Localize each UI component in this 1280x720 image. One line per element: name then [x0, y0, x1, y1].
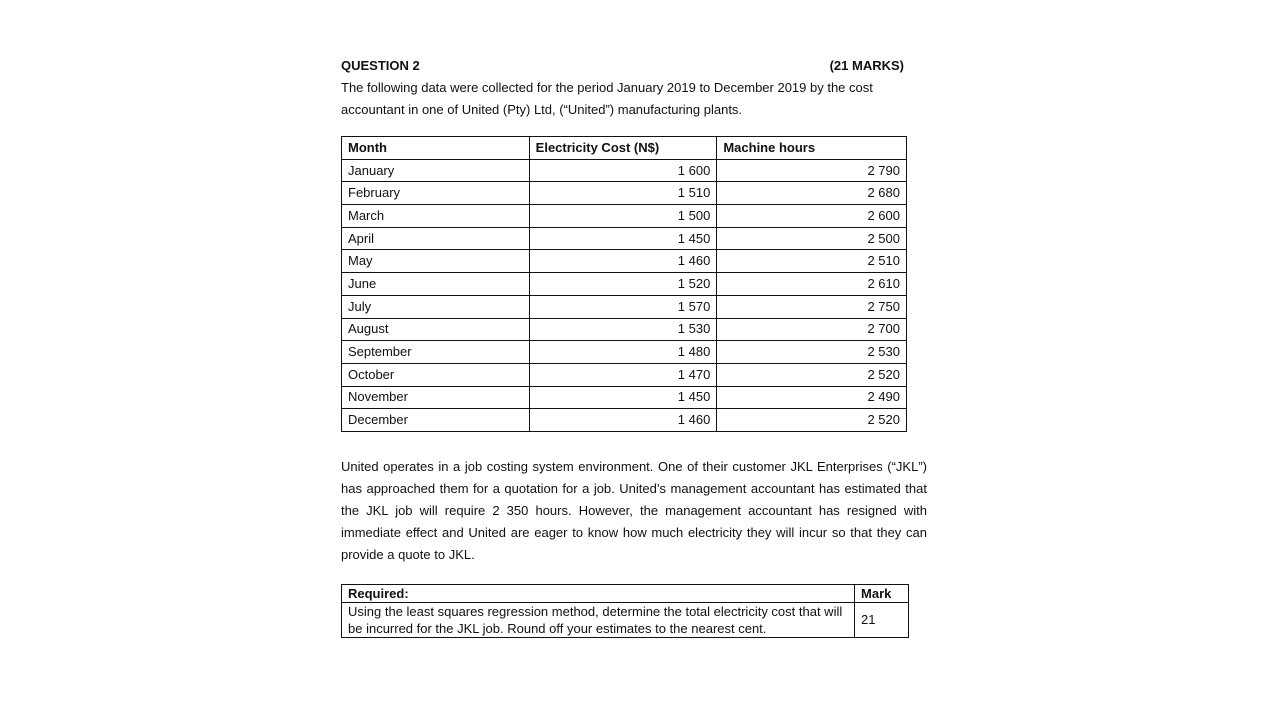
cost-cell: 1 460 [529, 409, 717, 432]
cost-cell: 1 520 [529, 273, 717, 296]
question-header [341, 56, 904, 76]
hours-cell: 2 700 [717, 318, 907, 341]
hours-cell: 2 610 [717, 273, 907, 296]
header-electricity-cost: Electricity Cost (N$) [529, 137, 717, 160]
required-header-row [342, 584, 909, 602]
required-body-row [342, 602, 909, 637]
cost-cell: 1 460 [529, 250, 717, 273]
header-month: Month [342, 137, 530, 160]
table-row [342, 250, 907, 273]
month-cell: February [342, 182, 530, 205]
table-row [342, 273, 907, 296]
required-header: Required: [342, 584, 855, 602]
table-row [342, 227, 907, 250]
month-cell: July [342, 295, 530, 318]
question-page [341, 56, 927, 638]
month-cell: December [342, 409, 530, 432]
month-cell: November [342, 386, 530, 409]
table-row [342, 182, 907, 205]
cost-cell: 1 450 [529, 227, 717, 250]
hours-cell: 2 510 [717, 250, 907, 273]
hours-cell: 2 520 [717, 363, 907, 386]
hours-cell: 2 680 [717, 182, 907, 205]
table-header-row [342, 137, 907, 160]
table-row [342, 363, 907, 386]
intro-paragraph: The following data were collected for the period January 2019 to December 2019 by the cost accountant in one of United (Pty) Ltd, (“United”) manufacturing plants. [341, 80, 873, 117]
month-cell: April [342, 227, 530, 250]
cost-cell: 1 600 [529, 159, 717, 182]
cost-cell: 1 480 [529, 341, 717, 364]
hours-cell: 2 600 [717, 205, 907, 228]
month-cell: August [342, 318, 530, 341]
month-cell: October [342, 363, 530, 386]
table-row [342, 409, 907, 432]
table-row [342, 159, 907, 182]
data-table [341, 136, 907, 432]
question-marks: (21 MARKS) [829, 58, 904, 73]
hours-cell: 2 500 [717, 227, 907, 250]
hours-cell: 2 520 [717, 409, 907, 432]
required-table [341, 584, 909, 638]
question-title: QUESTION 2 [341, 58, 420, 73]
month-cell: January [342, 159, 530, 182]
month-cell: May [342, 250, 530, 273]
cost-cell: 1 570 [529, 295, 717, 318]
month-cell: March [342, 205, 530, 228]
hours-cell: 2 530 [717, 341, 907, 364]
table-row [342, 205, 907, 228]
cost-cell: 1 510 [529, 182, 717, 205]
table-row [342, 386, 907, 409]
hours-cell: 2 490 [717, 386, 907, 409]
hours-cell: 2 750 [717, 295, 907, 318]
body-paragraph: United operates in a job costing system environment. One of their customer JKL Enterprises (“JKL”) has approached them for a quotation for a job. United’s management accountant has estimated that the JKL job will require 2 350 hours. However, the management accountant has resigned with immediate effect and United are eager to know how much electricity they will incur so that they can provide a quote to JKL. [341, 458, 927, 562]
month-cell: September [342, 341, 530, 364]
cost-cell: 1 470 [529, 363, 717, 386]
hours-cell: 2 790 [717, 159, 907, 182]
mark-value: 21 [855, 602, 909, 637]
table-row [342, 341, 907, 364]
table-row [342, 295, 907, 318]
cost-cell: 1 450 [529, 386, 717, 409]
month-cell: June [342, 273, 530, 296]
table-row [342, 318, 907, 341]
cost-cell: 1 500 [529, 205, 717, 228]
cost-cell: 1 530 [529, 318, 717, 341]
header-machine-hours: Machine hours [717, 137, 907, 160]
mark-header: Mark [855, 584, 909, 602]
required-text: Using the least squares regression method, determine the total electricity cost that will be incurred for the JKL job. Round off your estimates to the nearest cent. [342, 602, 855, 637]
